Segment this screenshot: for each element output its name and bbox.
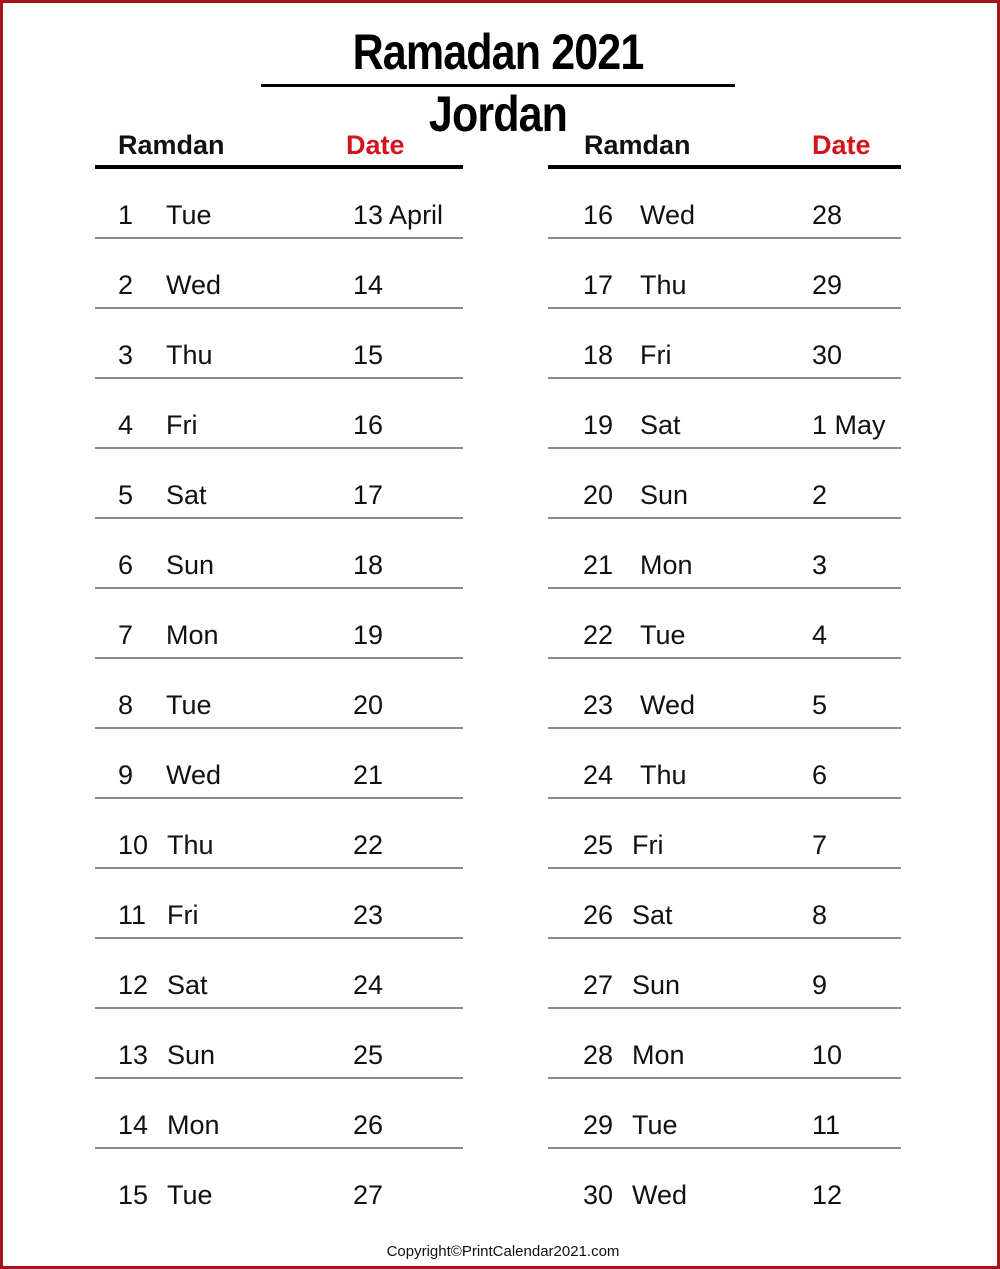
table-row [548,519,901,589]
weekday-label: Sun [166,550,215,580]
table-row [95,1149,463,1219]
table-row [95,939,463,1009]
gregorian-date: 6 [812,760,828,790]
ramadan-day-number: 19 [583,410,614,440]
ramadan-day-number: 18 [583,340,614,370]
ramadan-day-number: 12 [118,970,149,1000]
ramadan-day-number: 4 [118,410,134,440]
weekday-label: Fri [640,340,672,370]
gregorian-date: 9 [812,970,828,1000]
ramadan-day-number: 27 [583,970,614,1000]
gregorian-date: 29 [812,270,843,300]
gregorian-date: 1 May [812,410,886,440]
weekday-label: Thu [640,760,687,790]
ramadan-day-number: 29 [583,1110,614,1140]
weekday-label: Mon [166,620,219,650]
ramadan-day-number: 7 [118,620,134,650]
gregorian-date: 11 [812,1110,841,1140]
table-row [95,449,463,519]
table-header [95,125,463,169]
weekday-label: Wed [640,200,696,230]
ramadan-day-number: 26 [583,900,614,930]
gregorian-date: 15 [353,340,384,370]
ramadan-day-number: 10 [118,830,149,860]
ramadan-day-number: 17 [583,270,614,300]
gregorian-date: 27 [353,1180,384,1210]
weekday-label: Tue [167,1180,213,1210]
gregorian-date: 18 [353,550,384,580]
gregorian-date: 22 [353,830,384,860]
table-row [95,659,463,729]
table-row [95,589,463,659]
ramadan-day-number: 20 [583,480,614,510]
table-row [548,449,901,519]
ramadan-day-number: 24 [583,760,614,790]
gregorian-date: 20 [353,690,384,720]
title-underline [261,21,735,142]
gregorian-date: 21 [353,760,384,790]
ramadan-day-number: 6 [118,550,134,580]
ramdan-column-header: Ramdan [584,130,691,160]
table-row [95,309,463,379]
table-row [548,309,901,379]
table-row [95,239,463,309]
table-row [548,1009,901,1079]
table-row [95,1009,463,1079]
table-row [548,729,901,799]
table-row [548,659,901,729]
weekday-label: Thu [640,270,687,300]
table-row [548,1079,901,1149]
weekday-label: Sun [640,480,689,510]
page-title: Ramadan 2021 Jordan [352,24,644,142]
weekday-label: Sat [632,900,673,930]
table-row [548,169,901,239]
gregorian-date: 30 [812,340,843,370]
weekday-label: Mon [167,1110,220,1140]
weekday-label: Fri [166,410,198,440]
table-body [548,169,901,1219]
gregorian-date: 17 [353,480,384,510]
gregorian-date: 5 [812,690,828,720]
table-header [548,125,901,169]
date-column-header: Date [346,130,405,160]
ramadan-table-right [548,125,901,1219]
ramadan-day-number: 23 [583,690,614,720]
table-row [548,939,901,1009]
date-column-header: Date [812,130,871,160]
weekday-label: Sun [632,970,681,1000]
ramadan-day-number: 16 [583,200,614,230]
ramadan-day-number: 30 [583,1180,614,1210]
gregorian-date: 4 [812,620,828,650]
ramadan-day-number: 13 [118,1040,149,1070]
table-row [95,1079,463,1149]
weekday-label: Tue [632,1110,678,1140]
ramadan-day-number: 11 [118,900,147,930]
table-row [548,869,901,939]
weekday-label: Thu [167,830,214,860]
gregorian-date: 8 [812,900,828,930]
weekday-label: Fri [632,830,664,860]
gregorian-date: 19 [353,620,384,650]
table-row [95,379,463,449]
gregorian-date: 28 [812,200,843,230]
ramadan-day-number: 8 [118,690,134,720]
table-row [95,169,463,239]
weekday-label: Mon [640,550,693,580]
ramadan-day-number: 25 [583,830,614,860]
weekday-label: Sat [640,410,681,440]
table-row [95,519,463,589]
table-row [95,729,463,799]
ramadan-day-number: 1 [118,200,134,230]
ramadan-day-number: 22 [583,620,614,650]
gregorian-date: 24 [353,970,384,1000]
table-row [548,799,901,869]
weekday-label: Wed [632,1180,688,1210]
table-row [548,589,901,659]
ramadan-day-number: 5 [118,480,134,510]
weekday-label: Wed [640,690,696,720]
weekday-label: Sat [167,970,208,1000]
gregorian-date: 26 [353,1110,384,1140]
table-row [548,1149,901,1219]
ramadan-day-number: 3 [118,340,134,370]
copyright-text: Copyright©PrintCalendar2021.com [386,1243,620,1260]
gregorian-date: 16 [353,410,384,440]
weekday-label: Wed [166,760,222,790]
table-row [548,239,901,309]
gregorian-date: 12 [812,1180,843,1210]
gregorian-date: 3 [812,550,828,580]
weekday-label: Tue [640,620,686,650]
weekday-label: Mon [632,1040,685,1070]
ramadan-day-number: 2 [118,270,134,300]
gregorian-date: 10 [812,1040,843,1070]
ramdan-column-header: Ramdan [118,130,225,160]
ramadan-day-number: 9 [118,760,134,790]
gregorian-date: 25 [353,1040,384,1070]
weekday-label: Wed [166,270,222,300]
gregorian-date: 13 April [353,200,444,230]
weekday-label: Tue [166,200,212,230]
weekday-label: Sun [167,1040,216,1070]
ramadan-day-number: 14 [118,1110,149,1140]
table-row [95,869,463,939]
ramadan-day-number: 28 [583,1040,614,1070]
table-body [95,169,463,1219]
table-row [95,799,463,869]
weekday-label: Sat [166,480,207,510]
table-row [548,379,901,449]
gregorian-date: 23 [353,900,384,930]
ramadan-day-number: 15 [118,1180,149,1210]
gregorian-date: 7 [812,830,828,860]
weekday-label: Fri [167,900,199,930]
weekday-label: Thu [166,340,213,370]
ramadan-table-left [95,125,463,1219]
weekday-label: Tue [166,690,212,720]
gregorian-date: 14 [353,270,384,300]
gregorian-date: 2 [812,480,828,510]
ramadan-day-number: 21 [583,550,614,580]
